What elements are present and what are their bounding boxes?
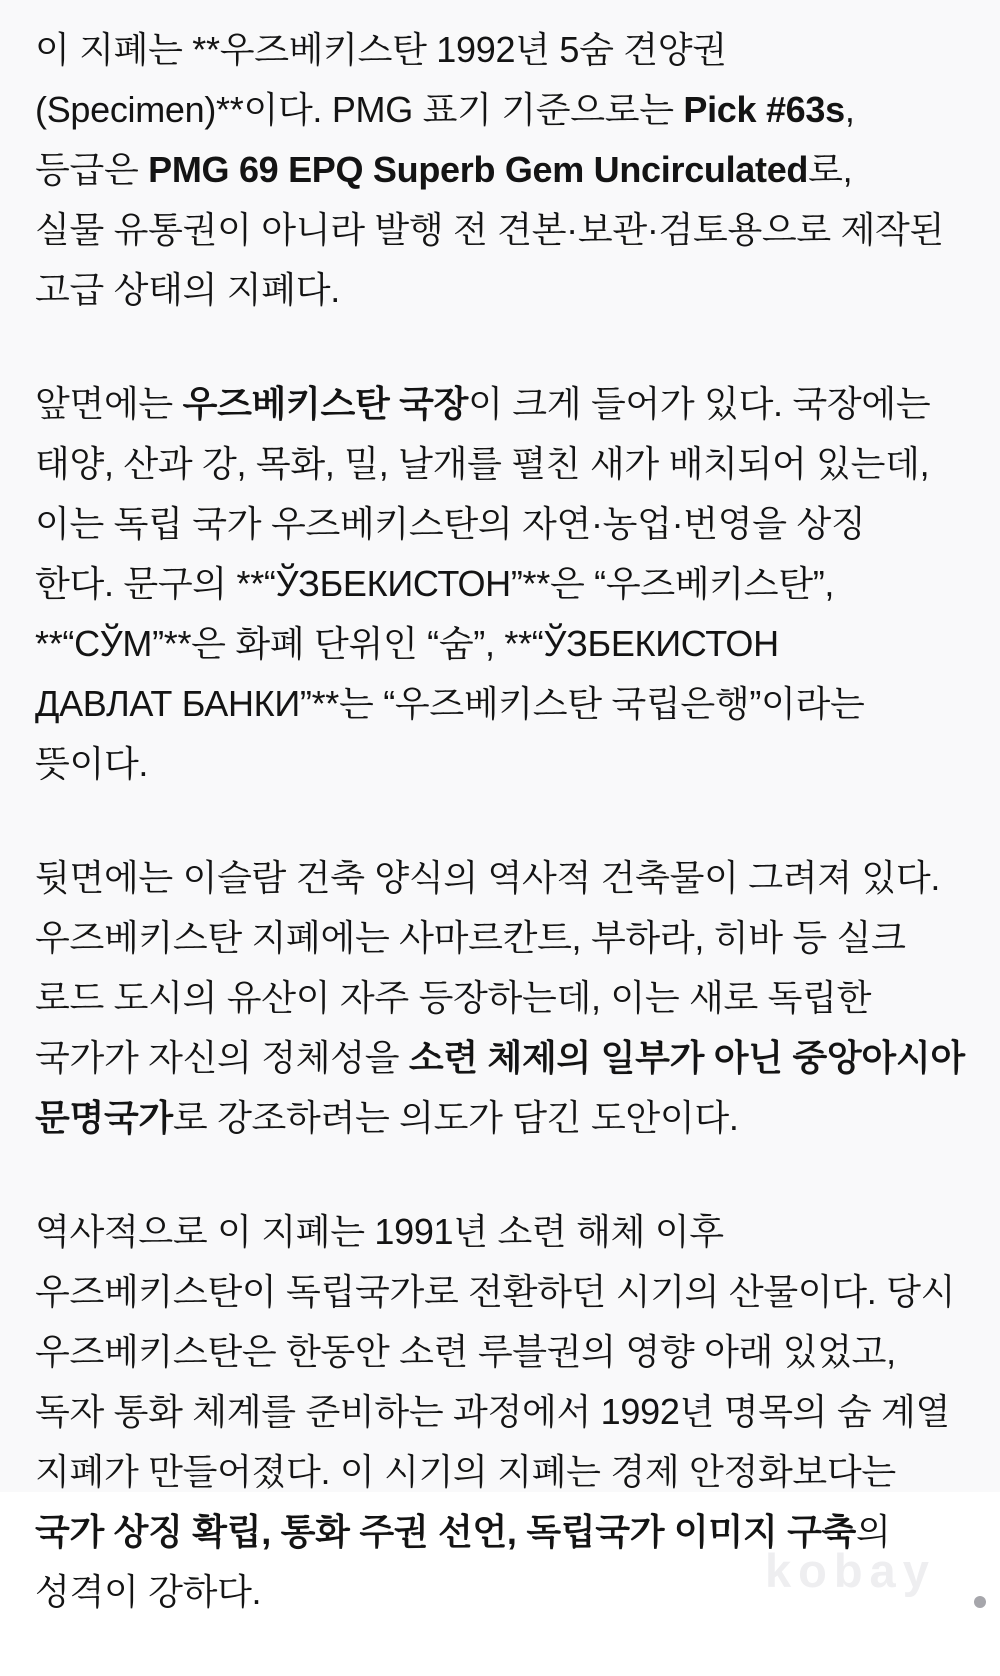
text-line	[35, 554, 980, 614]
text-segment: **“СЎМ”**은 화폐 단위인 “숨”, **“ЎЗБЕКИСТОН	[35, 623, 779, 664]
text-line	[35, 1202, 980, 1262]
kobay-watermark: kobay	[765, 1544, 936, 1597]
text-segment: 우즈베키스탄은 한동안 소련 루블권의 영향 아래 있었고,	[35, 1331, 896, 1372]
text-segment: 고급 상태의 지폐다.	[35, 269, 340, 310]
text-line	[35, 200, 980, 260]
text-segment: 로,	[808, 149, 853, 190]
text-segment: 국가가 자신의 정체성을	[35, 1037, 409, 1078]
text-line	[35, 848, 980, 908]
text-line	[35, 260, 980, 320]
text-line	[35, 1442, 980, 1502]
bold-text-segment: 우즈베키스탄 국장	[182, 383, 469, 424]
text-line	[35, 434, 980, 494]
text-segment: 등급은	[35, 149, 149, 190]
text-segment: 앞면에는	[35, 383, 183, 424]
text-line	[35, 80, 980, 140]
bold-text-segment: 문명국가	[35, 1097, 173, 1138]
text-segment: 로 강조하려는 의도가 담긴 도안이다.	[172, 1097, 739, 1138]
text-line	[35, 614, 980, 674]
text-line	[35, 1088, 980, 1148]
text-line	[35, 674, 980, 734]
text-segment: 한다. 문구의 **“ЎЗБЕКИСТОН”**은 “우즈베키스탄”,	[35, 563, 835, 604]
text-segment: 태양, 산과 강, 목화, 밀, 날개를 펼친 새가 배치되어 있는데,	[35, 443, 930, 484]
text-segment: 실물 유통권이 아니라 발행 전 견본·보관·검토용으로 제작된	[35, 209, 945, 250]
corner-dot	[974, 1596, 986, 1608]
text-segment: 뜻이다.	[35, 743, 149, 784]
text-line	[35, 734, 980, 794]
text-line	[35, 140, 980, 200]
bold-text-segment: 국가 상징 확립, 통화 주권 선언, 독립국가 이미지 구축	[35, 1511, 857, 1552]
text-line	[35, 20, 980, 80]
text-line	[35, 1382, 980, 1442]
text-line	[35, 494, 980, 554]
text-segment: 의	[856, 1511, 891, 1552]
text-segment: 역사적으로 이 지폐는 1991년 소련 해체 이후	[35, 1211, 724, 1252]
bold-text-segment: PMG 69 EPQ Superb Gem Uncirculated	[148, 149, 809, 190]
text-segment: 우즈베키스탄이 독립국가로 전환하던 시기의 산물이다. 당시	[35, 1271, 956, 1312]
text-line	[35, 908, 980, 968]
text-segment: 독자 통화 체계를 준비하는 과정에서 1992년 명목의 숨 계열	[35, 1391, 950, 1432]
paragraph	[35, 1202, 980, 1622]
text-line	[35, 1262, 980, 1322]
bold-text-segment: Pick #63s	[683, 89, 845, 130]
text-line	[35, 1502, 980, 1562]
paragraph	[35, 374, 980, 794]
text-segment: (Specimen)**이다. PMG 표기 기준으로는	[35, 89, 684, 130]
bold-text-segment: 소련 체제의 일부가 아닌 중앙아시아	[408, 1037, 965, 1078]
text-line	[35, 1562, 980, 1622]
text-line	[35, 1322, 980, 1382]
text-segment: ДАВЛАТ БАНКИ”**는 “우즈베키스탄 국립은행”이라는	[35, 683, 865, 724]
text-segment: 이 지폐는 **우즈베키스탄 1992년 5숨 견양권	[35, 29, 727, 70]
text-line	[35, 1028, 980, 1088]
text-segment: ,	[844, 89, 855, 130]
text-segment: 지폐가 만들어졌다. 이 시기의 지폐는 경제 안정화보다는	[35, 1451, 896, 1492]
text-segment: 이 크게 들어가 있다. 국장에는	[468, 383, 931, 424]
text-segment: 우즈베키스탄 지폐에는 사마르칸트, 부하라, 히바 등 실크	[35, 917, 906, 958]
text-segment: 이는 독립 국가 우즈베키스탄의 자연·농업·번영을 상징	[35, 503, 866, 544]
text-line	[35, 968, 980, 1028]
text-segment: 로드 도시의 유산이 자주 등장하는데, 이는 새로 독립한	[35, 977, 872, 1018]
text-line	[35, 374, 980, 434]
text-segment: 성격이 강하다.	[35, 1571, 262, 1612]
paragraph	[35, 20, 980, 320]
text-segment: 뒷면에는 이슬람 건축 양식의 역사적 건축물이 그려져 있다.	[35, 857, 941, 898]
paragraph	[35, 848, 980, 1148]
article	[35, 20, 980, 1676]
